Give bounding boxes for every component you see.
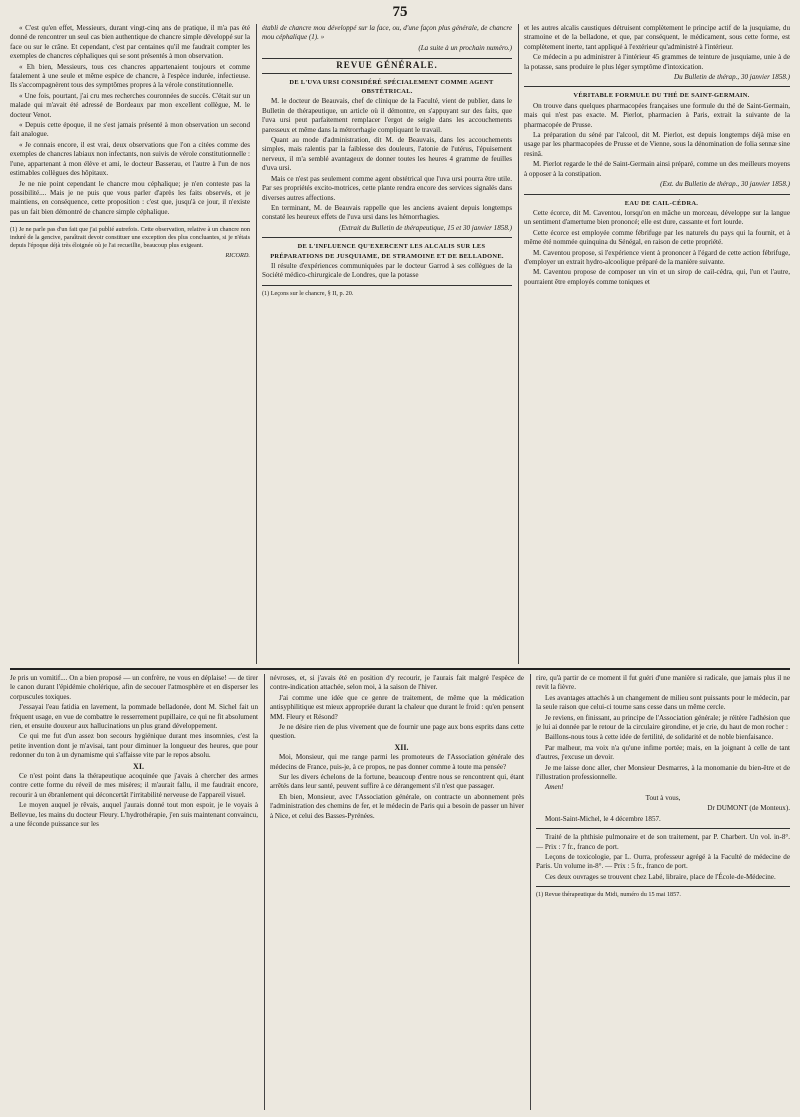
paragraph: Ce n'est point dans la thérapeutique acoquinée que j'avais à chercher des armes contre cette forme du réveil de mes misères; il m'aurait fallu, il me faudrait encore, recourir à un ébranlement qui déconcertât l'irritabilité nerveuse de l'appareil visuel.: [10, 772, 258, 799]
paragraph: Ce médecin a pu administrer à l'intérieur 45 grammes de teinture de jusquiame, unie à de la potasse, sans produire le plus léger symptôme d'intoxication.: [524, 53, 790, 71]
paragraph: Eh bien, Monsieur, avec l'Association générale, on contracte un abonnement près l'administration des chemins de fer, et le médecin de Paris qui a besoin de passer un hiver à Nice, et celui des Basses-Pyrénées.: [270, 792, 524, 820]
article-divider: [524, 194, 790, 195]
article-heading: DE L'INFLUENCE QU'EXERCENT LES ALCALIS SUR LES PRÉPARATIONS DE JUSQUIAME, DE STRAMOINE ET DE BELLADONE.: [270, 243, 504, 260]
paragraph: Je pris un vomitif.... On a bien proposé — un confrère, ne vous en déplaise! — de tirer le canon durant l'épidémie cholérique, afin de secouer l'atmosphère et en disperser les corpuscules toxiques.: [10, 674, 258, 701]
paragraph: « Je connais encore, il est vrai, deux observations que l'on a citées comme des exemples de chancres labiaux non infectants, non suivis de vérole constitutionnelle : l'une, appartenant à mon élève et ami, le docteur Basserau, et l'autre à l'un de nos estimables collègues des hôpitaux.: [10, 140, 250, 178]
author-signature: RICORD.: [225, 252, 250, 260]
letter-author: Dr DUMONT (de Monteux).: [707, 804, 790, 813]
column-top-left: [10, 24, 250, 664]
column-top-middle: [262, 24, 512, 664]
paragraph: Je ne nie point cependant le chancre mou céphalique; je n'en conteste pas la possibilité.... Mais je ne puis que vous parler d'après les faits observés, et je maintiens, en conséquence, cette proposition : c'est que, jusqu'à ce jour, il n'existe pas un fait bien démontré de chancre simple céphalique.: [10, 179, 250, 216]
footnote: (1) Revue thérapeutique du Midi, numéro du 15 mai 1857.: [536, 891, 681, 899]
column-bottom-right: [536, 674, 790, 1110]
section-title: REVUE GÉNÉRALE.: [262, 58, 512, 73]
section-number: XI.: [133, 761, 144, 771]
bibliography-entry: Ces deux ouvrages se trouvent chez Labé, libraire, place de l'École-de-Médecine.: [545, 872, 776, 881]
source-reference: Du Bulletin de thérap., 30 janvier 1858.): [673, 73, 790, 82]
closing-amen: Amen!: [545, 783, 564, 792]
paragraph: M. le docteur de Beauvais, chef de clinique de la Faculté, vient de publier, dans le Bulletin de thérapeutique, un article où il démontre, en s'appuyant sur des faits, que l'uva ursi peut parfaitement remplacer l'ergot de seigle dans les accouchements paresseux et même dans la métrorrhagie compliquant le travail.: [262, 97, 512, 134]
footnote-rule: [536, 886, 790, 887]
page-number: 75: [392, 4, 408, 20]
continued-text: établi de chancre mou développé sur la face, ou, d'une façon plus générale, de chancre mou céphalique (1). »: [262, 24, 512, 42]
closing-salutation: Tout à vous,: [645, 793, 681, 802]
paragraph: On trouve dans quelques pharmacopées françaises une formule du thé de Saint-Germain, mais qui n'est pas exacte. M. Pierlot, pharmacien à Paris, extrait la suivante de la pharmacopée de Prusse.: [524, 101, 790, 129]
column-rule: [256, 24, 257, 664]
section-number: XII.: [394, 742, 409, 752]
paragraph: M. Caventou propose de composer un vin et un sirop de cail-cédra, qui, l'un et l'autre, pourraient être employés comme toniques et: [524, 268, 790, 286]
biblio-divider: [536, 828, 790, 829]
column-rule: [264, 674, 265, 1110]
article-heading: EAU DE CAIL-CÉDRA.: [624, 199, 699, 207]
column-bottom-middle: [270, 674, 524, 1110]
footnote: (1) Leçons sur le chancre, § II, p. 20.: [262, 289, 354, 297]
column-bottom-left: [10, 674, 258, 1110]
article-divider: [262, 237, 512, 238]
paragraph: Je ne désire rien de plus vivement que de fournir une page aux bons esprits dans cette question.: [270, 723, 524, 741]
paragraph: et les autres alcalis caustiques détruisent complètement le principe actif de la jusquiame, du stramoine et de la belladone, et que, par conséquent, le médicament, sous cette forme, est complètement inerte, tant appliqué à l'extérieur qu'administré à l'intérieur.: [524, 24, 790, 51]
paragraph: rire, qu'à partir de ce moment il fut guéri d'une manière si radicale, que jamais plus il ne revit la fièvre.: [536, 674, 790, 692]
bibliography-entry: Traité de la phthisie pulmonaire et de son traitement, par P. Charbert. Un vol. in-8°. — Prix : 7 fr., franco de port.: [536, 833, 790, 851]
bibliography-entry: Leçons de toxicologie, par L. Ourra, professeur agrégé à la Faculté de médecine de Paris. Un volume in-8°. — Prix : 5 fr., franco de port.: [536, 852, 790, 871]
source-reference: (Extrait du Bulletin de thérapeutique, 15 et 30 janvier 1858.): [338, 223, 512, 232]
footnote-rule: [262, 285, 512, 286]
article-heading: DE L'UVA URSI CONSIDÉRÉ SPÉCIALEMENT COMME AGENT OBSTÉTRICAL.: [289, 78, 494, 96]
article-heading: VÉRITABLE FORMULE DU THÉ DE SAINT-GERMAIN.: [573, 92, 750, 100]
paragraph: « Eh bien, Messieurs, tous ces chancres appartenaient toujours et comme fatalement à une seule et même espèce de chancre, à l'espèce indurée, infectieuse. Ils s'accompagnèrent tous des symptômes propres à la vérole constitutionnelle.: [10, 62, 250, 90]
footnote-rule: [10, 221, 250, 222]
paragraph: Baillons-nous tous à cette idée de fertilité, de solidarité et de noble bienfaisance.: [545, 733, 774, 742]
footnote: (1) Je ne parle pas d'un fait que j'ai publié autrefois. Cette observation, relative à un chancre non induré de la gencive, paraîtrait devoir constituer une exception des plus concluantes, si je n'étais depuis l'époque déjà très éloignée où je l'ai recueillie, beaucoup plus exigeant.: [10, 226, 250, 250]
paragraph: Cette écorce est employée comme fébrifuge par les naturels du pays qui la fournit, et à même été nommée quinquina du Sénégal, en raison de cette propriété.: [524, 228, 790, 247]
paragraph: Le moyen auquel je rêvais, auquel j'aurais donné tout mon espoir, je le voyais à Bellevue, les mains du docteur Fleury. L'hydrothérapie, j'en suis maintenant convaincu, a une féconde puissance sur les: [10, 801, 258, 829]
article-divider: [524, 86, 790, 87]
column-rule: [518, 24, 519, 664]
paragraph: La préparation du séné par l'alcool, dit M. Pierlot, est depuis longtemps déjà mise en usage par les pharmacopées de Prusse et de Vienne, sous la dénomination de folia sennæ sine resinâ.: [524, 131, 790, 158]
paragraph: Ce qui me fut d'un assez bon secours hygiénique durant mes insomnies, c'est la petite invention dont je m'avisai, tant pour diminuer la longueur des heures, que pour redonner du ton à un dynamisme qui s'affaisse vite par le repos absolu.: [10, 732, 258, 760]
paragraph: Cette écorce, dit M. Caventou, lorsqu'on en mâche un morceau, développe sur la langue un sentiment d'amertume bien prononcé; elle est dure, cassante et fort lourde.: [524, 208, 790, 227]
paragraph: Je reviens, en finissant, au principe de l'Association générale; je réitère l'adhésion que je lui ai donnée par le retour de la circulaire girondine, et je crie, du haut de mon rocher :: [536, 713, 790, 732]
paragraph: M. Caventou propose, si l'expérience vient à prononcer à l'égard de cette action fébrifuge, d'employer un extrait hydro-alcoolique préparé de la manière suivante.: [524, 248, 790, 266]
paragraph: Je me laisse donc aller, cher Monsieur Desmarres, à la monomanie du bien-être et de l'illustration professionnelle.: [536, 763, 790, 782]
paragraph: Par malheur, ma voix n'a qu'une infime portée; mais, en la joignant à celle de tant d'autres, j'excuse un devoir.: [536, 743, 790, 762]
column-rule: [530, 674, 531, 1110]
paragraph: « C'est qu'en effet, Messieurs, durant vingt-cinq ans de pratique, il m'a pas été donné de rencontrer un seul cas bien authentique de chancre simple développé sur la face ou sur le crâne. Et cependant, c'est par centaines qu'il me faudrait compter les exemples de chancres céphaliques qui se sont présentés à mon observation.: [10, 24, 250, 61]
paragraph: Quant au mode d'administration, dit M. de Beauvais, dans les accouchements simples, mais ralentis par la faiblesse des douleurs, l'atonie de l'utérus, l'épuisement nerveux, il m'a semblé avantageux de donner toutes les heures 4 gramme de feuilles d'uva ursi.: [262, 136, 512, 173]
paragraph: Mais ce n'est pas seulement comme agent obstétrical que l'uva ursi pourra être utile. Par ses propriétés excito-motrices, cette plante rendra encore des services signalés dans diverses autres affections.: [262, 174, 512, 202]
horizontal-divider: [10, 668, 790, 670]
paragraph: « Depuis cette époque, il ne s'est jamais présenté à mon observation un second fait analogue.: [10, 121, 250, 139]
paragraph: Les avantages attachés à un changement de milieu sont puissants pour le médecin, par la seule raison que celui-ci tourne sans cesse dans un même cercle.: [536, 693, 790, 712]
paragraph: M. Pierlot regarde le thé de Saint-Germain ainsi préparé, comme un des meilleurs moyens à opposer à la constipation.: [524, 160, 790, 178]
paragraph: Il résulte d'expériences communiquées par le docteur Garrod à ses collègues de la Société médico-chirurgicale de Londres, que la potasse: [262, 261, 512, 280]
letter-place-date: Mont-Saint-Michel, le 4 décembre 1857.: [545, 814, 661, 823]
column-top-right: [524, 24, 790, 664]
paragraph: J'essayai l'eau fatidia en lavement, la pommade belladonée, dont M. Sichel fait un fréquent usage, en vue de combattre le resserrement pupillaire, ce qui ne fit absolument rien, et ensuite douxeur aux hallucinations un plus grand développement.: [10, 703, 258, 731]
to-be-continued: (La suite à un prochain numéro.): [418, 43, 512, 52]
paragraph: névroses, et, si j'avais été en position d'y recourir, je l'aurais fait malgré l'espèce de contre-indication attachée, selon moi, à la saison de l'hiver.: [270, 674, 524, 692]
source-reference: (Ext. du Bulletin de thérap., 30 janvier 1858.): [660, 180, 790, 189]
paragraph: « Une fois, pourtant, j'ai cru mes recherches couronnées de succès. C'était sur un malade qui m'avait été adressé de Bordeaux par mon excellent collègue, M. le docteur Venot.: [10, 91, 250, 119]
paragraph: Moi, Monsieur, qui me range parmi les promoteurs de l'Association générale des médecins de France, puis-je, à ce propos, ne pas donner comme à toute ma pensée?: [270, 753, 524, 771]
paragraph: Sur les divers échelons de la fortune, beaucoup d'entre nous se rencontrent qui, étant arrêtés dans leur santé, peuvent suffire à ce dérangement s'il n'est que passager.: [270, 773, 524, 791]
paragraph: J'ai comme une idée que ce genre de traitement, de même que la médication antisyphilitique est mieux appropriée durant la chaleur que durant le froid : qu'en pensent MM. Fleury et Résond?: [270, 693, 524, 721]
paragraph: En terminant, M. de Beauvais rappelle que les anciens avaient depuis longtemps constaté les heureux effets de l'uva ursi dans les hémorrhagies.: [262, 203, 512, 222]
